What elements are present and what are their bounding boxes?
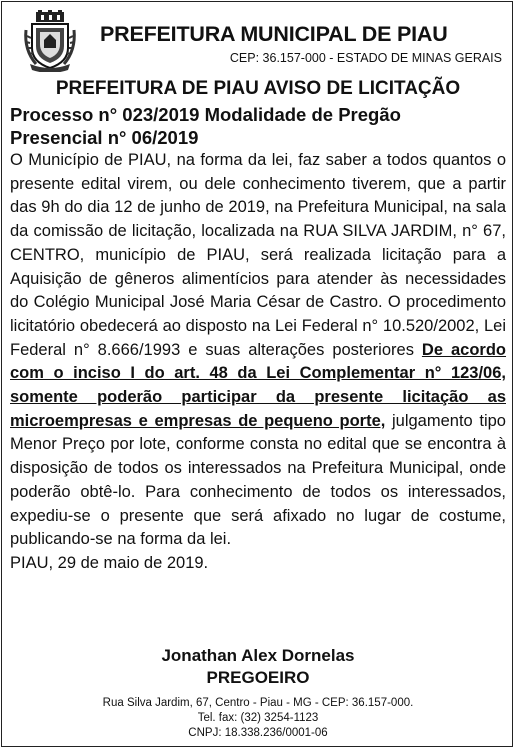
signatory-role: PREGOEIRO: [206, 668, 310, 687]
org-name: PREFEITURA MUNICIPAL DE PIAU: [100, 22, 448, 46]
address-block: [0, 696, 516, 741]
notice-title: PREFEITURA DE PIAU AVISO DE LICITAÇÃO: [55, 78, 461, 99]
body-text-part-2: julgamento tipo Menor Preço por lote, conforme consta no edital que se encontra à disposição de todos os interessados na Prefeitura Municipal, onde poderão obtê-lo. Para conhecimento de todos os interessados, expediu-se o presente que será afixado no lugar de costume, publicando-se na forma da lei.: [10, 411, 506, 549]
municipal-coat-of-arms-icon: [22, 10, 78, 72]
notice-header: [0, 0, 516, 76]
address-line-2: Tel. fax: (32) 3254-1123: [197, 712, 319, 724]
address-line-3: CNPJ: 18.338.236/0001-06: [188, 727, 328, 739]
process-heading: [10, 103, 510, 149]
body-emphasis: De acordo com o inciso I do art. 48 da Lei Complementar n° 123/06, somente poderão participar da presente licitação as microempresas e empresas de pequeno porte,: [10, 340, 507, 430]
notice-body: [10, 149, 506, 576]
address-line-1: Rua Silva Jardim, 67, Centro - Piau - MG - CEP: 36.157-000.: [102, 697, 414, 709]
body-text-part-1: O Município de PIAU, na forma da lei, faz saber a todos quantos o presente edital virem, ou dele conhecimento tiverem, que a partir das 9h do dia 12 de junho de 2019, na Prefeitura Municipal, na sala da comissão de licitação, localizada na RUA SILVA JARDIM, n° 67, CENTRO, município de PIAU, será realizada licitação para a Aquisição de gêneros alimentícios para atender às necessidades do Colégio Municipal José Maria César de Castro. O procedimento licitatório obedecerá ao disposto na Lei Federal n° 10.520/2002, Lei Federal n° 8.666/1993 e suas alterações posteriores: [10, 151, 506, 359]
process-line-2: Presencial n° 06/2019: [10, 127, 199, 148]
signatory-name: Jonathan Alex Dornelas: [161, 646, 355, 665]
org-subtitle: CEP: 36.157-000 - ESTADO DE MINAS GERAIS: [229, 51, 502, 65]
signature-block: [0, 645, 516, 689]
date-line: PIAU, 29 de maio de 2019.: [10, 553, 209, 572]
process-line-1: Processo n° 023/2019 Modalidade de Pregão: [10, 104, 401, 125]
